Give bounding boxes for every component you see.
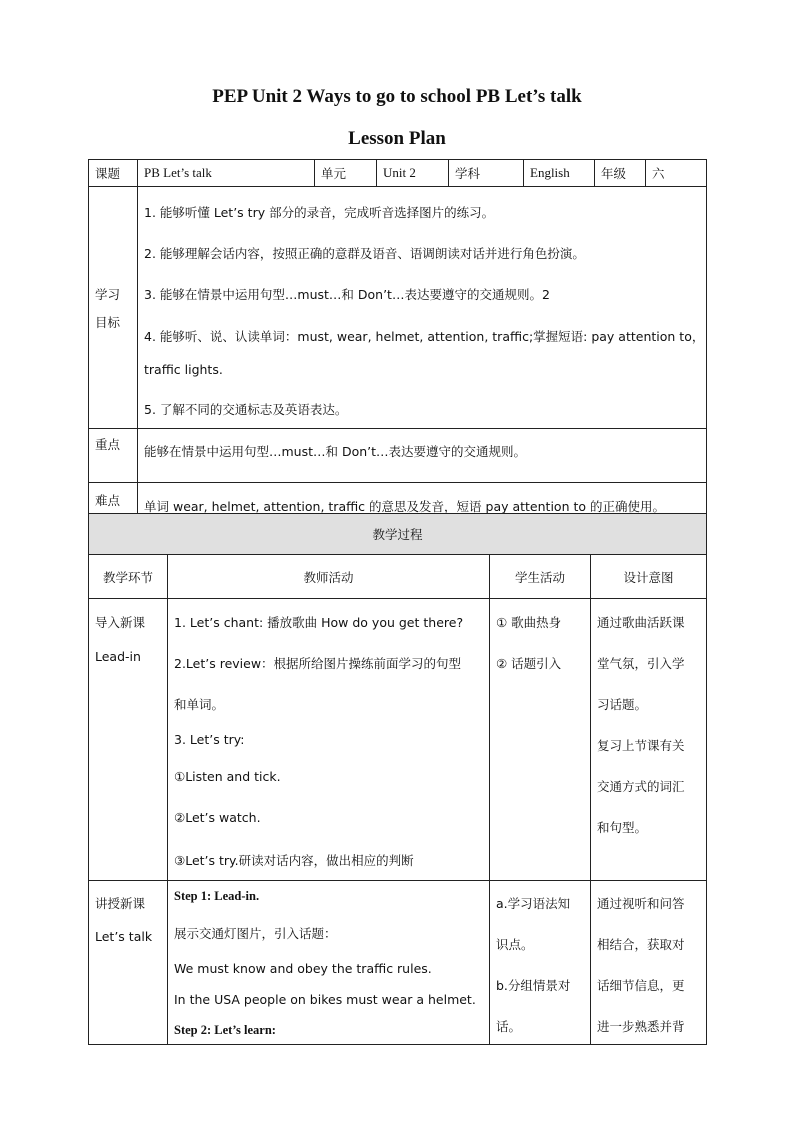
- col-student-header: 学生活动: [490, 555, 591, 599]
- goals-label: 学习 目标: [89, 187, 138, 429]
- stage-cell: 讲授新课 Let’s talk: [89, 881, 168, 1045]
- goal-line: 3. 能够在情景中运用句型…must…和 Don’t…表达要遵守的交通规则。2: [144, 287, 550, 302]
- unit-label: 单元: [315, 160, 377, 187]
- process-table: [88, 513, 707, 1045]
- process-header: 教学过程: [89, 514, 707, 555]
- subject-label: 学科: [449, 160, 524, 187]
- info-table: [88, 159, 707, 538]
- goals-cell: [138, 187, 707, 429]
- goal-line: 2. 能够理解会话内容，按照正确的意群及语音、语调朗读对话并进行角色扮演。: [144, 246, 585, 261]
- col-stage-header: 教学环节: [89, 555, 168, 599]
- table-row: [89, 599, 707, 881]
- difficulty-value: 单词 wear, helmet, attention, traffic 的意思及发音，短语 pay attention to 的正确使用。: [138, 483, 707, 538]
- document-subtitle: Lesson Plan: [348, 128, 446, 149]
- goal-line: 1. 能够听懂 Let’s try 部分的录音，完成听音选择图片的练习。: [144, 205, 495, 220]
- student-cell: a.学习语法知 识点。 b.分组情景对 话。: [490, 881, 591, 1045]
- unit-value: Unit 2: [377, 160, 449, 187]
- grade-label: 年级: [595, 160, 646, 187]
- student-cell: ① 歌曲热身 ② 话题引入: [490, 599, 591, 881]
- goal-line: 5. 了解不同的交通标志及英语表达。: [144, 402, 348, 417]
- teacher-cell: 1. Let’s chant: 播放歌曲 How do you get there? 2.Let’s review：根据所给图片操练前面学习的句型 和单词。 3. Let’s try: ①Listen and tick. ②Let’s watch. ③Let’s try.研读对话内容，做出相应的判断: [168, 599, 490, 881]
- stage-cell: 导入新课 Lead-in: [89, 599, 168, 881]
- grade-value: 六: [646, 160, 707, 187]
- difficulty-label: 难点: [89, 483, 138, 538]
- design-cell: 通过歌曲活跃课 堂气氛，引入学 习话题。 复习上节课有关 交通方式的词汇 和句型。: [591, 599, 707, 881]
- topic-value: PB Let’s talk: [138, 160, 315, 187]
- document-title: PEP Unit 2 Ways to go to school PB Let’s talk: [212, 86, 582, 107]
- subject-value: English: [524, 160, 595, 187]
- topic-label: 课题: [89, 160, 138, 187]
- design-cell: 通过视听和问答 相结合，获取对 话细节信息，更 进一步熟悉并背: [591, 881, 707, 1045]
- table-row: [89, 881, 707, 1045]
- key-value: 能够在情景中运用句型…must…和 Don’t…表达要遵守的交通规则。: [138, 429, 707, 483]
- teacher-cell: Step 1: Lead-in. 展示交通灯图片，引入话题： We must know and obey the traffic rules. In the USA people on bikes must wear a helmet. Step 2: Let’s learn:: [168, 881, 490, 1045]
- col-teacher-header: 教师活动: [168, 555, 490, 599]
- col-design-header: 设计意图: [591, 555, 707, 599]
- key-label: 重点: [89, 429, 138, 483]
- goal-line: 4. 能够听、说、认读单词：must, wear, helmet, attention, traffic;掌握短语: pay attention to，: [144, 329, 705, 344]
- goal-line: traffic lights.: [144, 362, 223, 377]
